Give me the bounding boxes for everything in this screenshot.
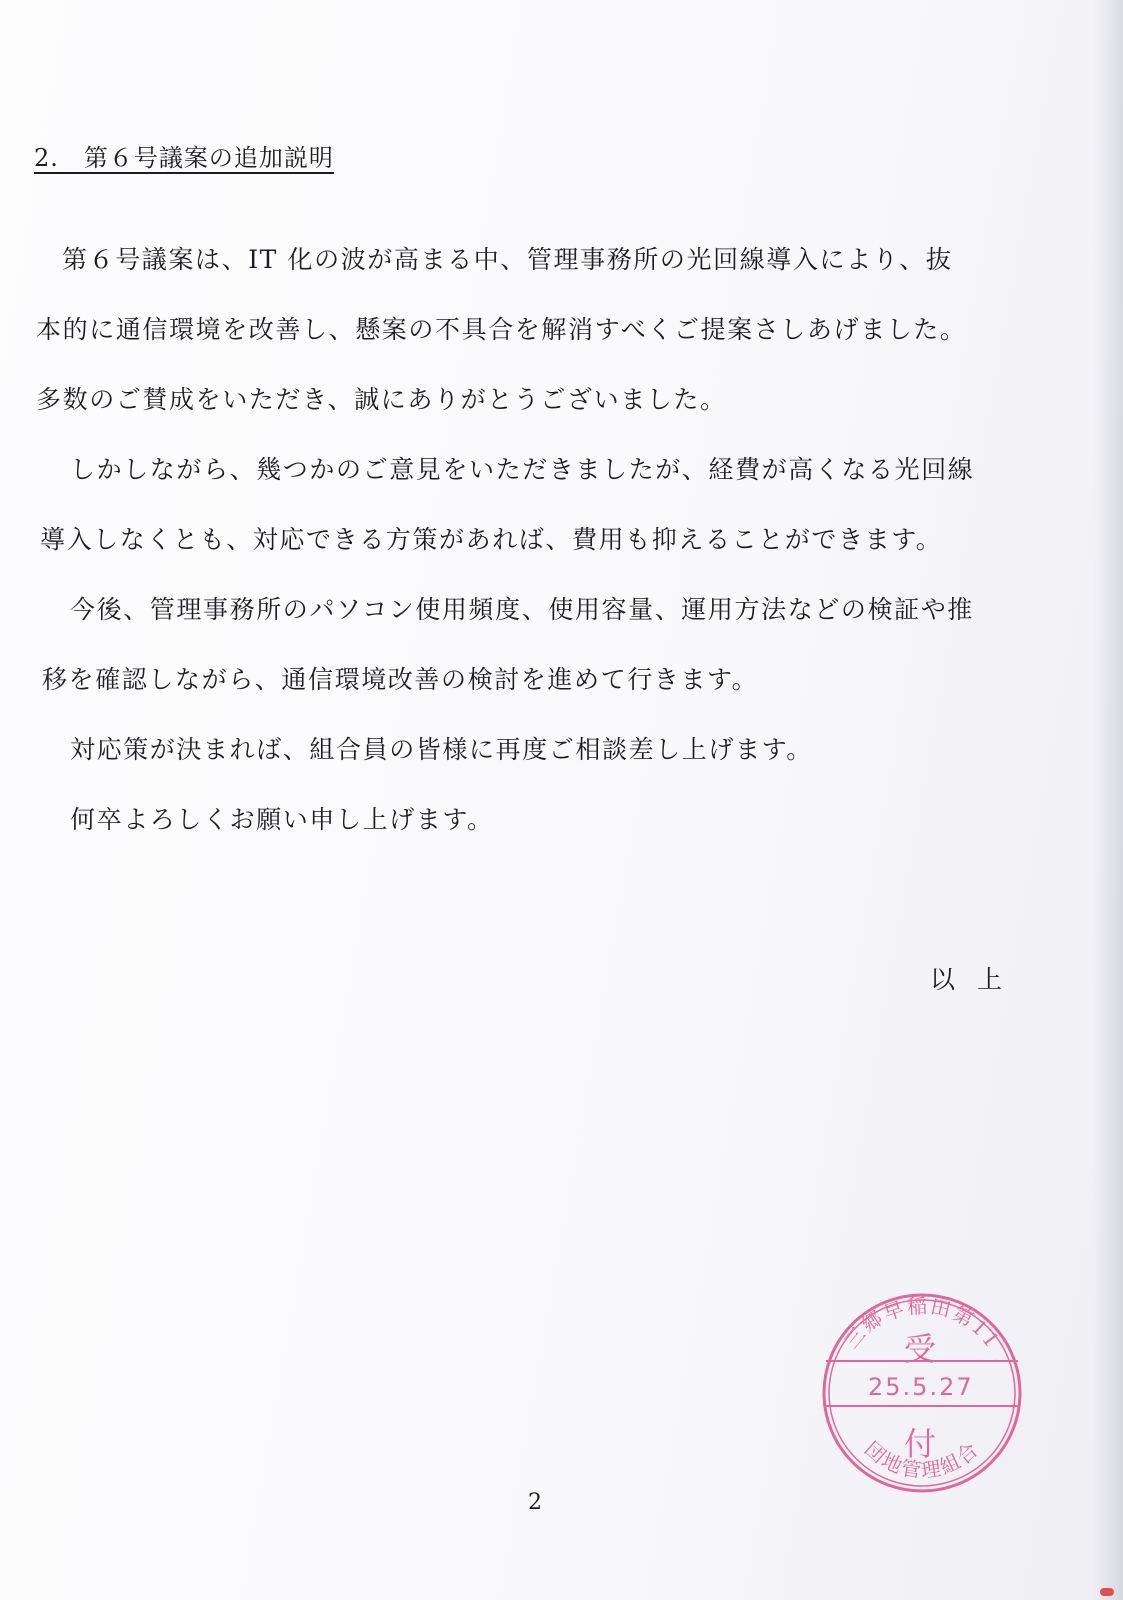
stamp-received-char: 受 xyxy=(904,1330,937,1368)
stamp-date: 25.5.27 xyxy=(868,1373,974,1401)
body-line-3: 多数のご賛成をいただき、誠にありがとうございました。 xyxy=(36,385,727,414)
body-line-9: 何卒よろしくお願い申し上げます。 xyxy=(70,805,494,834)
body-line-6: 今後、管理事務所のパソコン使用頻度、使用容量、運用方法などの検証や推 xyxy=(70,595,974,624)
body-line-7: 移を確認しながら、通信環境改善の検討を進めて行きます。 xyxy=(42,665,759,694)
stamp-outer-text-top: 三郷早稲田第11 xyxy=(839,1293,1006,1354)
page-number: 2 xyxy=(528,1490,542,1515)
body-line-8: 対応策が決まれば、組合員の皆様に再度ご相談差し上げます。 xyxy=(70,735,813,764)
page-edge-shadow xyxy=(1093,0,1123,1600)
red-ink-mark xyxy=(1100,1588,1114,1596)
body-line-1: 第６号議案は、IT 化の波が高まる中、管理事務所の光回線導入により、抜 xyxy=(62,245,953,274)
stamp-attached-char: 付 xyxy=(904,1425,937,1463)
body-line-2: 本的に通信環境を改善し、懸案の不具合を解消すべくご提案さしあげました。 xyxy=(36,315,967,344)
body-line-5: 導入しなくとも、対応できる方策があれば、費用も抑えることができます。 xyxy=(40,525,943,554)
section-heading: 2. 第６号議案の追加説明 xyxy=(34,144,334,172)
stamp-outer-text-bottom: 団地管理組合 xyxy=(860,1436,984,1483)
closing-text: 以上 xyxy=(930,965,1025,994)
body-line-4: しかしながら、幾つかのご意見をいただきましたが、経費が高くなる光回線 xyxy=(70,455,975,484)
